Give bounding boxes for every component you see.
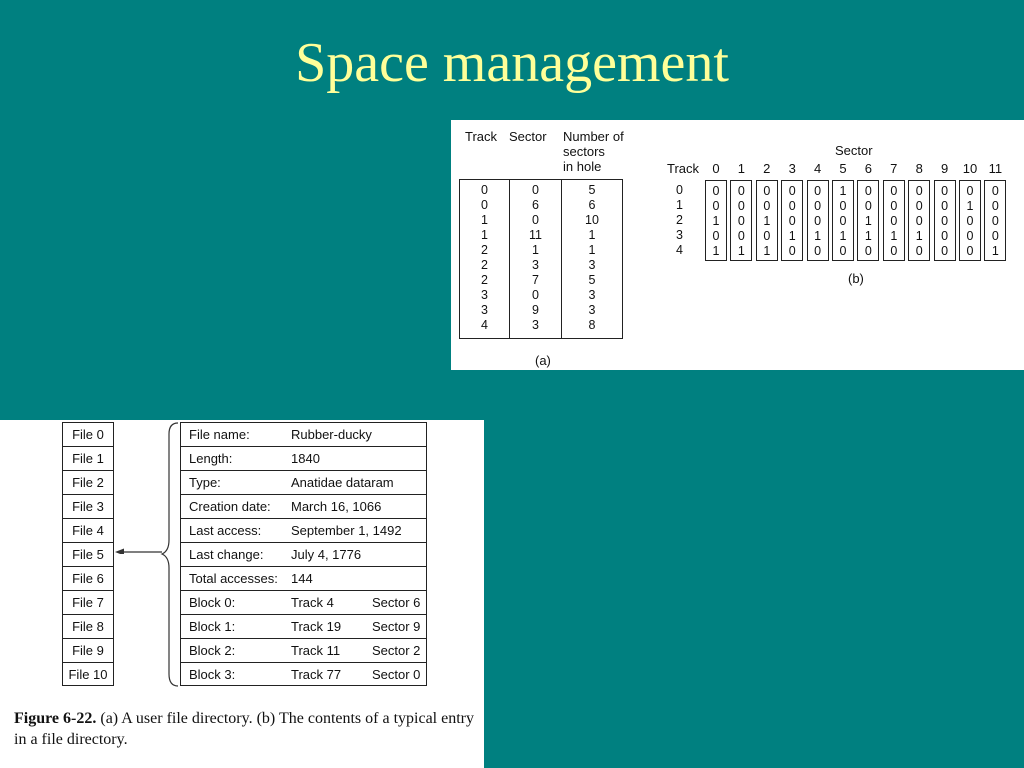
- header-track: Track: [465, 129, 498, 144]
- file-entry[interactable]: File 9: [62, 638, 114, 662]
- bitmap-bit: 1: [712, 214, 720, 228]
- holes-cell: 0: [532, 183, 539, 197]
- bitmap-bit: 0: [864, 199, 872, 213]
- entry-label: File name:: [189, 427, 250, 442]
- bitmap-bit: 0: [839, 244, 847, 258]
- bitmap-sector-number: 8: [915, 161, 923, 176]
- file-entry[interactable]: File 8: [62, 614, 114, 638]
- holes-cell: 3: [532, 258, 539, 272]
- bitmap-bit: 0: [991, 199, 999, 213]
- bitmap-bit: 0: [763, 184, 771, 198]
- file-entry[interactable]: File 7: [62, 590, 114, 614]
- holes-cell: 3: [481, 288, 488, 302]
- entry-extra: Sector 6: [372, 595, 421, 610]
- bitmap-bit: 0: [941, 214, 949, 228]
- bitmap-bit: 0: [788, 214, 796, 228]
- entry-value: July 4, 1776: [291, 547, 362, 562]
- holes-cell: 1: [481, 228, 488, 242]
- bitmap-sector-number: 6: [864, 161, 872, 176]
- bitmap-bit: 0: [890, 184, 898, 198]
- file-entry[interactable]: File 0: [62, 422, 114, 446]
- bitmap-track-number: 2: [676, 213, 683, 227]
- bitmap-bit: 1: [864, 229, 872, 243]
- bitmap-bit: 0: [991, 214, 999, 228]
- bitmap-bit: 0: [788, 184, 796, 198]
- bitmap-bit: 0: [839, 199, 847, 213]
- holes-cell: 3: [532, 318, 539, 332]
- file-entry[interactable]: File 2: [62, 470, 114, 494]
- entry-row: [180, 422, 427, 446]
- holes-cell: 3: [588, 303, 596, 317]
- bitmap-bit: 1: [763, 244, 771, 258]
- bitmap-bit: 1: [839, 184, 847, 198]
- holes-cell: 4: [481, 318, 488, 332]
- bitmap-sector-number: 10: [962, 161, 978, 176]
- entry-value: Track 11: [291, 643, 341, 658]
- bitmap-bit: 1: [712, 244, 720, 258]
- bitmap-bit: 0: [737, 214, 745, 228]
- bitmap-bit: 0: [966, 244, 974, 258]
- entry-label: Block 1:: [189, 619, 236, 634]
- entry-label: Type:: [189, 475, 221, 490]
- bitmap-bit: 1: [737, 244, 745, 258]
- holes-cell: 1: [481, 213, 488, 227]
- disk-figure-panel: [451, 120, 1024, 370]
- holes-table: [459, 179, 623, 459]
- bitmap-bit: 0: [941, 184, 949, 198]
- bitmap-sector-number: 4: [813, 161, 822, 176]
- bitmap-track-label: Track: [667, 161, 700, 176]
- holes-cell: 6: [532, 198, 539, 212]
- bitmap-track-number: 3: [676, 228, 683, 242]
- entry-label: Last access:: [189, 523, 262, 538]
- holes-cell: 9: [532, 303, 539, 317]
- bitmap-track-number: 0: [676, 183, 683, 197]
- bitmap-track-number: 1: [676, 198, 683, 212]
- holes-cell: 1: [588, 243, 596, 257]
- bitmap-bit: 1: [839, 229, 847, 243]
- bitmap-bit: 0: [737, 229, 745, 243]
- holes-cell: 3: [588, 288, 596, 302]
- holes-cell: 10: [585, 213, 599, 227]
- entry-label: Total accesses:: [189, 571, 278, 586]
- bitmap-bit: 0: [737, 184, 745, 198]
- directory-entry-table: [180, 422, 427, 686]
- file-directory-list: [62, 422, 114, 686]
- holes-cell: 2: [481, 258, 488, 272]
- bitmap-bit: 0: [864, 244, 872, 258]
- holes-count-column: [561, 183, 623, 333]
- holes-cell: 8: [588, 318, 596, 332]
- bitmap-bit: 0: [712, 229, 720, 243]
- holes-cell: 11: [529, 228, 542, 242]
- entry-row: [180, 446, 427, 470]
- entry-value: Rubber-ducky: [291, 427, 372, 442]
- entry-value: 1840: [291, 451, 320, 466]
- bitmap-bit: 0: [814, 214, 822, 228]
- bitmap-sector-number: 7: [890, 161, 898, 176]
- holes-cell: 1: [588, 228, 596, 242]
- file-entry[interactable]: File 6: [62, 566, 114, 590]
- entry-label: Creation date:: [189, 499, 271, 514]
- bitmap-sector-label: Sector: [835, 143, 873, 158]
- bitmap-bit: 0: [839, 214, 847, 228]
- bitmap-bit: 1: [814, 229, 822, 243]
- bitmap-bit: 0: [915, 184, 923, 198]
- entry-row: [180, 494, 427, 518]
- holes-cell: 7: [532, 273, 539, 287]
- bitmap-bit: 0: [890, 244, 898, 258]
- bitmap-bit: 0: [814, 244, 822, 258]
- arrow-left-icon: [114, 540, 164, 554]
- bitmap-bit: 0: [737, 199, 745, 213]
- bitmap-bit: 1: [864, 214, 872, 228]
- entry-label: Block 3:: [189, 667, 236, 682]
- holes-sector-column: [509, 183, 562, 333]
- bitmap-sector-number: 1: [737, 161, 745, 176]
- holes-cell: 3: [481, 303, 488, 317]
- bitmap-bit: 0: [915, 199, 923, 213]
- bitmap-bit: 1: [915, 229, 923, 243]
- file-entry[interactable]: File 10: [62, 662, 114, 686]
- bitmap-bit: 0: [890, 214, 898, 228]
- bitmap-bit: 0: [814, 199, 822, 213]
- bitmap-bit: 0: [966, 214, 974, 228]
- entry-value: Anatidae dataram: [291, 475, 394, 490]
- header-holes-1: Number of: [563, 129, 624, 144]
- bitmap-column: [857, 180, 879, 261]
- entry-row: [180, 542, 427, 566]
- bitmap-column: [934, 180, 956, 261]
- figure-caption-text: (a) A user file directory. (b) The contents of a typical entry in a file directory.: [14, 710, 474, 748]
- bitmap-bit: 1: [991, 244, 999, 258]
- entry-row: [180, 638, 427, 662]
- file-entry[interactable]: File 3: [62, 494, 114, 518]
- bitmap-bit: 0: [941, 229, 949, 243]
- bitmap-bit: 0: [890, 199, 898, 213]
- entry-label: Block 2:: [189, 643, 236, 658]
- file-entry[interactable]: File 4: [62, 518, 114, 542]
- bitmap-bit: 0: [788, 199, 796, 213]
- bitmap-sector-number: 11: [988, 161, 1003, 176]
- entry-row: [180, 614, 427, 638]
- holes-cell: 0: [532, 288, 539, 302]
- header-holes-2: sectors: [563, 144, 605, 159]
- bitmap-column: [705, 180, 727, 261]
- entry-extra: Sector 0: [372, 667, 421, 682]
- file-entry[interactable]: File 5: [62, 542, 114, 566]
- entry-label: Block 0:: [189, 595, 236, 610]
- bitmap-bit: 0: [763, 199, 771, 213]
- entry-row: [180, 590, 427, 614]
- bitmap-bit: 0: [915, 244, 923, 258]
- bitmap-bit: 1: [966, 199, 974, 213]
- bitmap-track-number: 4: [676, 243, 683, 257]
- entry-value: Track 4: [291, 595, 334, 610]
- figure-caption-label: Figure 6-22.: [14, 710, 97, 727]
- slide-title: Space management: [295, 32, 729, 94]
- header-holes-3: in hole: [563, 159, 602, 174]
- bitmap-bit: 0: [814, 184, 822, 198]
- bitmap-bit: 0: [864, 184, 872, 198]
- bitmap-bit: 0: [763, 229, 771, 243]
- holes-cell: 6: [588, 198, 596, 212]
- bitmap-bit: 0: [966, 184, 974, 198]
- entry-label: Length:: [189, 451, 233, 466]
- figure-a-caption: (a): [535, 353, 551, 368]
- bitmap-column: [781, 180, 803, 261]
- entry-row: [180, 566, 427, 590]
- file-entry[interactable]: File 1: [62, 446, 114, 470]
- bitmap-sector-number: 9: [940, 161, 949, 176]
- brace-icon: [160, 422, 180, 688]
- holes-cell: 5: [588, 183, 596, 197]
- bitmap-column: [984, 180, 1006, 261]
- entry-value: 144: [291, 571, 313, 586]
- bitmap-bit: 0: [941, 244, 949, 258]
- bitmap-sector-number: 3: [788, 161, 796, 176]
- holes-cell: 3: [588, 258, 596, 272]
- bitmap-bit: 0: [966, 229, 974, 243]
- holes-cell: 0: [481, 183, 488, 197]
- bitmap-bit: 0: [788, 244, 796, 258]
- holes-cell: 0: [481, 198, 488, 212]
- bitmap-bit: 0: [941, 199, 949, 213]
- bitmap-sector-number: 5: [839, 161, 847, 176]
- holes-cell: 5: [588, 273, 596, 287]
- bitmap-bit: 0: [712, 184, 720, 198]
- holes-track-column: [459, 183, 510, 333]
- bitmap-bit: 1: [890, 229, 898, 243]
- bitmap-column: [730, 180, 752, 261]
- bitmap-bit: 1: [788, 229, 796, 243]
- figure-b-caption: (b): [848, 271, 864, 286]
- entry-row: [180, 518, 427, 542]
- entry-extra: Sector 9: [372, 619, 421, 634]
- holes-cell: 0: [532, 213, 539, 227]
- entry-label: Last change:: [189, 547, 264, 562]
- entry-row: [180, 470, 427, 494]
- bitmap-bit: 0: [991, 184, 999, 198]
- bitmap-column: [908, 180, 930, 261]
- entry-value: September 1, 1492: [291, 523, 402, 538]
- entry-row: [180, 662, 427, 686]
- entry-value: Track 19: [291, 619, 342, 634]
- holes-cell: 1: [532, 243, 539, 257]
- holes-cell: 2: [481, 273, 488, 287]
- header-sector: Sector: [509, 129, 547, 144]
- bitmap-sector-number: 0: [712, 161, 720, 176]
- bitmap-bit: 0: [712, 199, 720, 213]
- entry-extra: Sector 2: [372, 643, 421, 658]
- bitmap-column: [756, 180, 778, 261]
- entry-value: March 16, 1066: [291, 499, 382, 514]
- bitmap-bit: 0: [915, 214, 923, 228]
- bitmap-column: [883, 180, 905, 261]
- figure-caption: [14, 708, 474, 750]
- bitmap-column: [959, 180, 981, 261]
- entry-value: Track 77: [291, 667, 342, 682]
- bitmap-column: [807, 180, 829, 261]
- bitmap-sector-number: 2: [763, 161, 771, 176]
- directory-figure-panel: [0, 420, 484, 768]
- holes-cell: 2: [481, 243, 488, 257]
- bitmap-column: [832, 180, 854, 261]
- bitmap-bit: 1: [763, 214, 771, 228]
- bitmap-bit: 0: [991, 229, 999, 243]
